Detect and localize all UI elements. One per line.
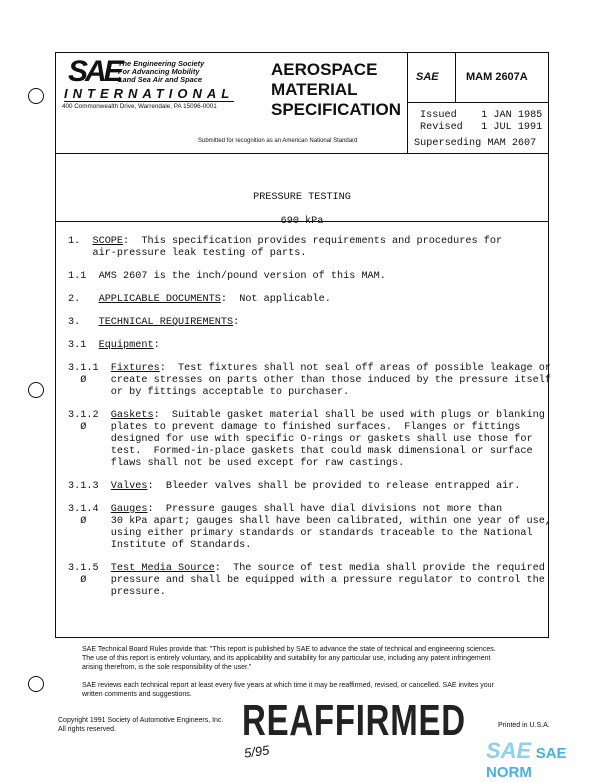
paragraph-line: 3.1.5 Test Media Source: The source of test media shall provide the required (68, 563, 545, 574)
paragraph-line: 3.1 Equipment: (68, 340, 160, 351)
sae-norm-watermark (486, 738, 600, 782)
tagline (118, 60, 204, 84)
paragraph (68, 410, 551, 470)
paragraph (68, 236, 551, 260)
superseding: Superseding MAM 2607 (414, 138, 537, 149)
paragraph (68, 563, 551, 599)
paragraph-line: Ø pressure and shall be equipped with a pressure regulator to control the (68, 575, 545, 586)
address: 400 Commonwealth Drive, Warrendale, PA 15096-0001 (62, 103, 217, 110)
footer-line: Copyright 1991 Society of Automotive Engineers, Inc. (58, 717, 224, 724)
doc-type-line: MATERIAL (271, 80, 358, 99)
revised-label: Revised (420, 122, 463, 133)
watermark-text: SAE NORM (486, 745, 567, 781)
paragraph-line: Ø create stresses on parts other than those induced by the pressure itself (68, 375, 551, 386)
section-heading: Equipment (98, 340, 154, 351)
paragraph-line: 3.1.1 Fixtures: Test fixtures shall not seal off areas of possible leakage or (68, 363, 551, 374)
section-heading: Gauges (110, 504, 148, 515)
footer-line: SAE reviews each technical report at least every five years at which time it may be reaffirmed, revised, or cancelled. SAE invites your (82, 682, 494, 689)
tagline-line: Land Sea Air and Space (118, 75, 202, 84)
section-heading: Gaskets (110, 410, 154, 421)
section-heading: TECHNICAL REQUIREMENTS (98, 317, 234, 328)
reaffirmed-stamp: REAFFIRMED (242, 696, 466, 745)
paragraph (68, 481, 551, 493)
doc-number: MAM 2607A (466, 71, 528, 83)
issued-line (420, 110, 542, 122)
tagline-line: For Advancing Mobility (118, 67, 200, 76)
paragraph-line: Institute of Standards. (68, 540, 252, 551)
footer-line: All rights reserved. (58, 726, 116, 733)
international-wordmark: INTERNATIONAL (64, 86, 235, 101)
paragraph-line: 3.1.2 Gaskets: Suitable gasket material shall be used with plugs or blanking (68, 410, 545, 421)
paragraph-line: or by fittings acceptable to purchaser. (68, 387, 350, 398)
paragraph-line: 2. APPLICABLE DOCUMENTS: Not applicable. (68, 294, 331, 305)
paragraph-line: Ø 30 kPa apart; gauges shall have been calibrated, within one year of use, (68, 516, 551, 527)
paragraph (68, 363, 551, 399)
doc-type-line: AEROSPACE (271, 60, 378, 79)
paragraph-line: air-pressure leak testing of parts. (68, 248, 307, 259)
handwritten-date: 5/95 (243, 742, 271, 761)
paragraph-line: 1.1 AMS 2607 is the inch/pound version of this MAM. (68, 271, 386, 282)
paragraph (68, 504, 551, 552)
document-body (68, 236, 551, 610)
paragraph-line: 3.1.4 Gauges: Pressure gauges shall have dial divisions not more than (68, 504, 503, 515)
header-row-divider (407, 102, 549, 103)
paragraph-line: 3.1.3 Valves: Bleeder valves shall be provided to release entrapped air. (68, 481, 521, 492)
paragraph-line: 3. TECHNICAL REQUIREMENTS: (68, 317, 240, 328)
footer-line: The use of this report is entirely voluntary, and its applicability and suitability for any particular use, including any patent infringement (82, 655, 491, 662)
section-heading: Test Media Source (110, 563, 215, 574)
issued-label: Issued (420, 110, 457, 121)
revised-date: 1 JUL 1991 (481, 122, 543, 133)
footer-line: written comments and suggestions. (82, 691, 192, 698)
sae-logo: SAE (68, 55, 121, 88)
header-divider (55, 153, 549, 154)
footer-line: SAE Technical Board Rules provide that: "This report is published by SAE to advance the state of technical and engineering sciences. (82, 646, 496, 653)
paragraph-line: using either primary standards or standards traceable to the National (68, 528, 533, 539)
copyright (58, 716, 223, 734)
title-line: PRESSURE TESTING (253, 192, 351, 203)
paragraph (68, 271, 551, 283)
header-cell-divider (455, 52, 456, 102)
footer-line: arising therefrom, is the sole responsibility of the user." (82, 664, 252, 671)
sae-small-logo: SAE (416, 71, 439, 83)
paragraph-line: flaws shall not be used except for raw castings. (68, 458, 405, 469)
revised-line (420, 122, 542, 134)
issued-date: 1 JAN 1985 (481, 110, 543, 121)
punch-hole (28, 88, 44, 104)
submitted-note: Submitted for recognition as an American National Standard (198, 138, 358, 144)
section-heading: SCOPE (92, 236, 124, 247)
board-rules (82, 645, 496, 672)
paragraph (68, 317, 551, 329)
section-heading: Fixtures (110, 363, 160, 374)
paragraph-line: pressure. (68, 587, 166, 598)
paragraph-line: designed for use with specific O-rings or gaskets shall use those for (68, 434, 533, 445)
sae-watermark-logo-icon: SAE (486, 738, 532, 763)
title-subtitle: 690 kPa (280, 216, 324, 227)
punch-hole (28, 382, 44, 398)
section-heading: Valves (110, 481, 148, 492)
punch-hole (28, 676, 44, 692)
doc-type (271, 60, 401, 120)
paragraph-line: 1. SCOPE: This specification provides requirements and procedures for (68, 236, 503, 247)
section-heading: APPLICABLE DOCUMENTS (98, 294, 221, 305)
paragraph-line: Ø plates to prevent damage to finished surfaces. Flanges or fittings (68, 422, 521, 433)
paragraph (68, 294, 551, 306)
printed-in: Printed in U.S.A. (498, 722, 550, 729)
paragraph (68, 340, 551, 352)
doc-title (55, 180, 549, 240)
paragraph-line: test. Formed-in-place gaskets that could mask dimensional or surface (68, 446, 533, 457)
doc-type-line: SPECIFICATION (271, 100, 402, 119)
tagline-line: The Engineering Society (118, 59, 205, 68)
